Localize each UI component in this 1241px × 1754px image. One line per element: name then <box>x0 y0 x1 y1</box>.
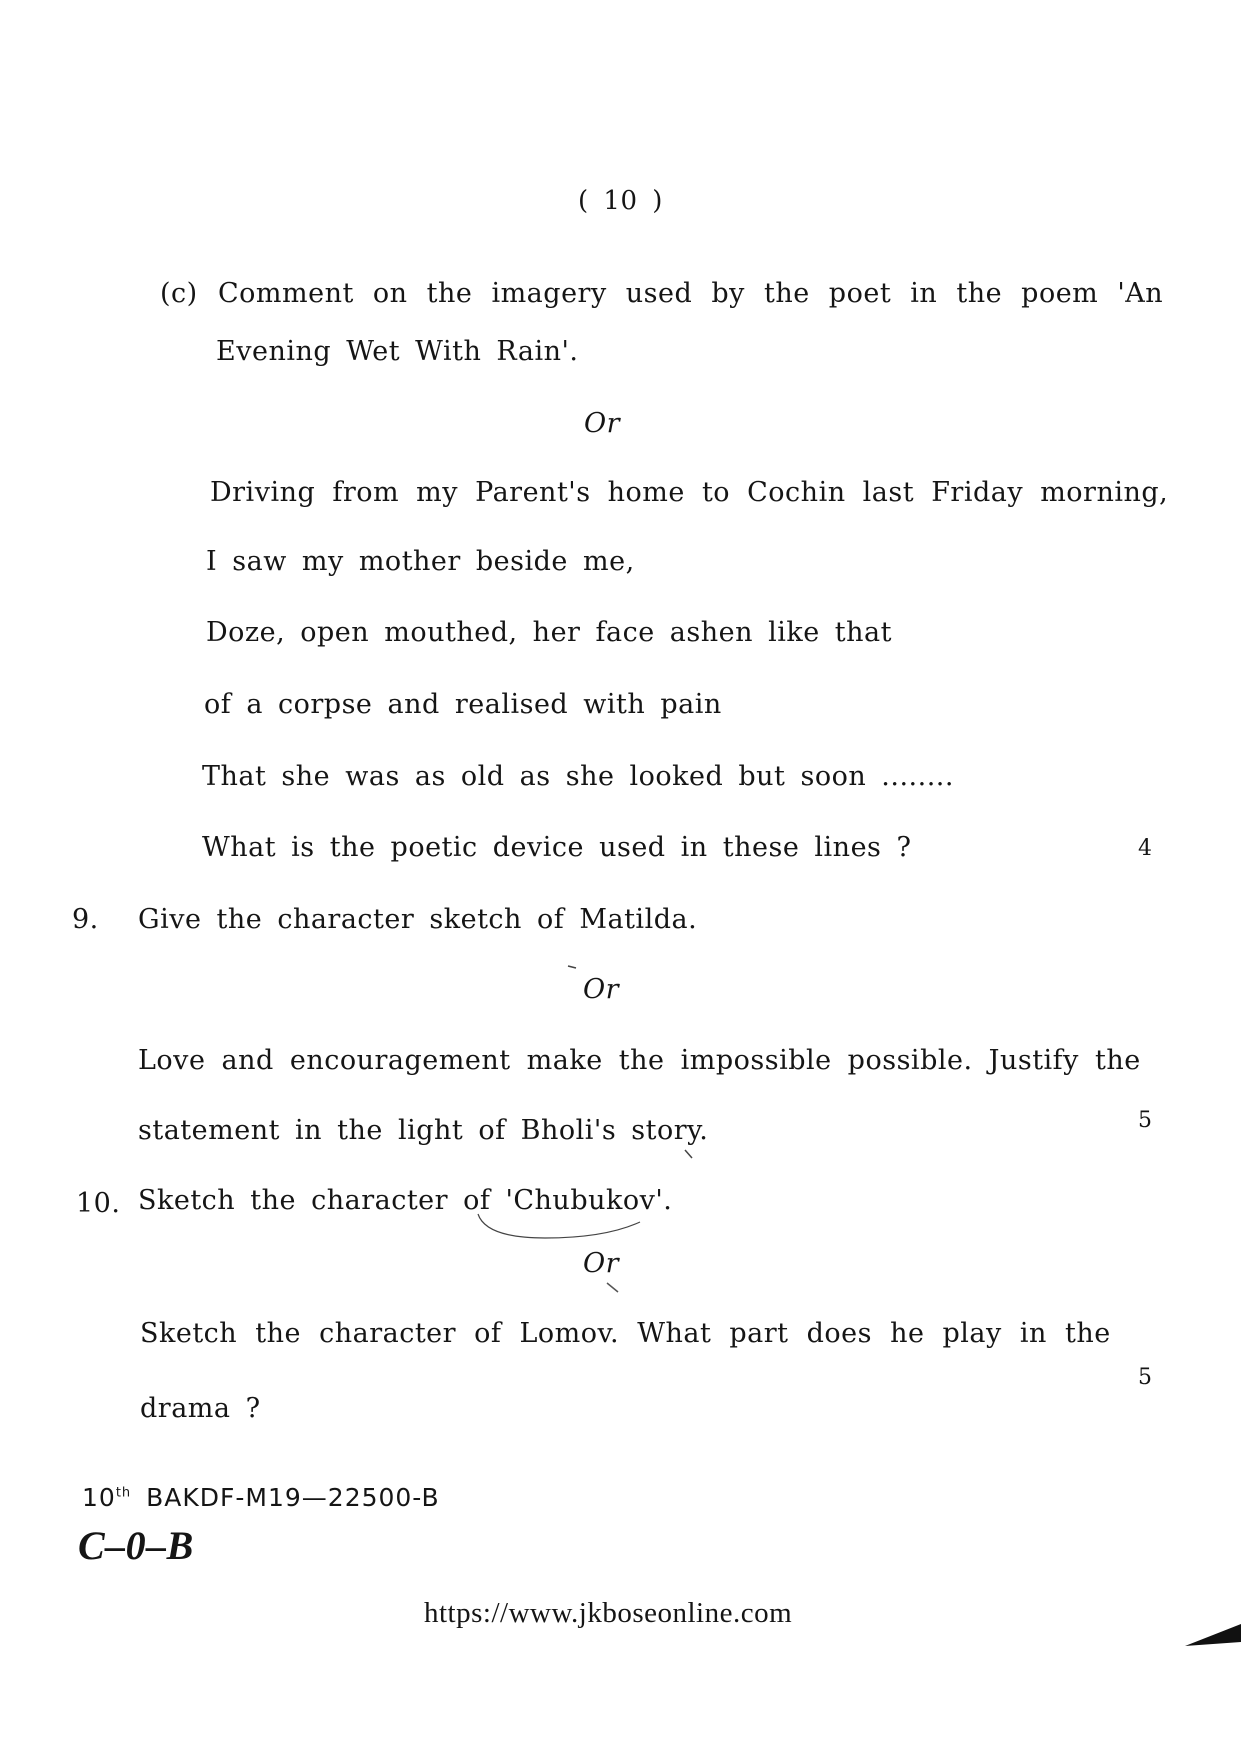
q8c-poem-line-2: I saw my mother beside me, <box>206 546 635 577</box>
pencil-dot-mark <box>607 1283 618 1292</box>
pencil-tick-mark <box>685 1150 692 1158</box>
q10-alt-line1: Sketch the character of Lomov. What part does he play in the <box>140 1318 1111 1349</box>
q10-marks: 5 <box>1138 1365 1153 1390</box>
q10-alt-line2: drama ? <box>140 1393 261 1424</box>
q8c-poem-line-3: Doze, open mouthed, her face ashen like that <box>206 617 892 648</box>
paper-code-rest: BAKDF-M19—22500-B <box>131 1483 440 1512</box>
q9-text: Give the character sketch of Matilda. <box>138 904 698 935</box>
q8c-marks: 4 <box>1138 836 1153 861</box>
q9-alt-line2: statement in the light of Bholi's story. <box>138 1115 709 1146</box>
q8c-label: (c) <box>160 278 198 309</box>
q8c-poem-line-1: Driving from my Parent's home to Cochin last Friday morning, <box>210 477 1169 508</box>
paper-code-sup: th <box>115 1485 132 1501</box>
q10-or: Or <box>583 1248 620 1279</box>
q10-text: Sketch the character of 'Chubukov'. <box>138 1185 673 1216</box>
q9-or: Or <box>583 974 620 1005</box>
q8c-poem-line-4: of a corpse and realised with pain <box>204 689 722 720</box>
q9-number: 9. <box>72 904 99 935</box>
q9-marks: 5 <box>1138 1108 1153 1133</box>
pencil-small-mark <box>568 966 576 968</box>
q9-alt-line1: Love and encouragement make the impossible possible. Justify the <box>138 1045 1141 1076</box>
q8c-or: Or <box>584 408 621 439</box>
q8c-line1: Comment on the imagery used by the poet in the poem 'An <box>218 278 1164 309</box>
series-code: C–0–B <box>78 1523 194 1568</box>
q8c-poem-line-5: That she was as old as she looked but soon ........ <box>202 761 954 792</box>
q8c-question: What is the poetic device used in these lines ? <box>202 832 912 863</box>
page-edge-shadow <box>1185 1624 1241 1646</box>
q10-number: 10. <box>76 1188 121 1219</box>
q8c-line2: Evening Wet With Rain'. <box>216 336 579 367</box>
page-number: ( 10 ) <box>578 186 663 216</box>
source-url: https://www.jkboseonline.com <box>424 1597 793 1629</box>
paper-code-class: 10 <box>82 1483 116 1512</box>
pencil-underline-mark <box>478 1214 640 1238</box>
